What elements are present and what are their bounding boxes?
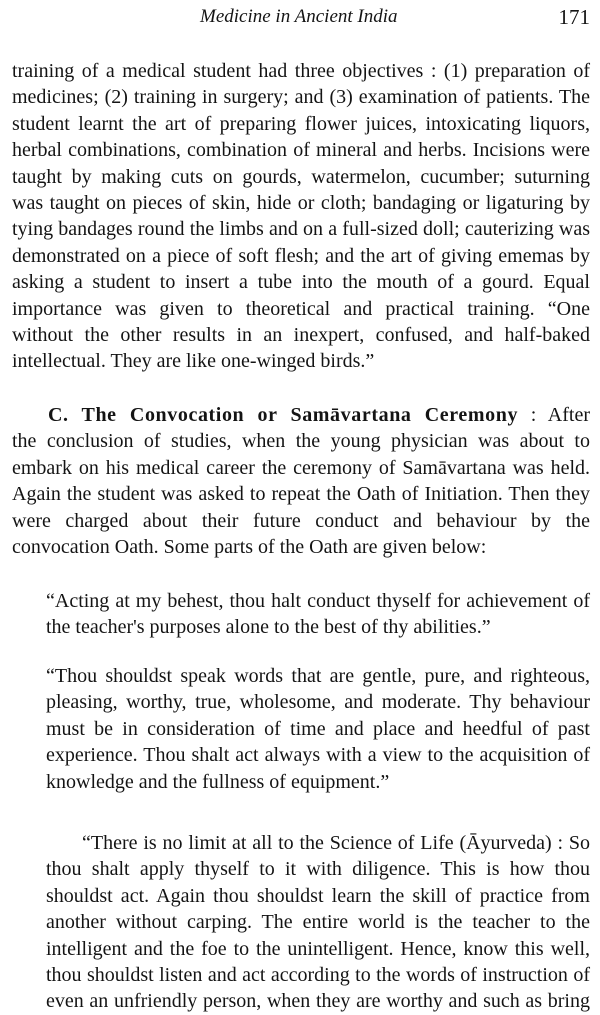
quote-line: “Thou shouldst speak words that are gentle, pure, and righteous, bbox=[46, 665, 590, 687]
text-line: asking a student to insert a tube into the mouth of a gourd. Equal bbox=[12, 271, 590, 294]
quote-line: knowledge and the fullness of equipment.” bbox=[46, 770, 390, 793]
heading-suffix: : After bbox=[518, 404, 590, 426]
quote-line: another without carping. The entire world is the teacher to the bbox=[46, 911, 590, 934]
quote-line: even an unfriendly person, when they are worthy and such as bring bbox=[46, 990, 590, 1013]
oath-quote-3 bbox=[46, 830, 590, 1015]
oath-quote-2 bbox=[46, 663, 590, 795]
text-line: convocation Oath. Some parts of the Oath are given below: bbox=[12, 535, 487, 558]
text-line: demonstrated on a piece of soft flesh; and the art of giving ememas by bbox=[12, 244, 590, 267]
paragraph-training-objectives bbox=[12, 58, 590, 375]
text-line: Again the student was asked to repeat the Oath of Initiation. Then they bbox=[12, 483, 590, 506]
text-line: student learnt the art of preparing flower juices, intoxicating liquors, bbox=[12, 112, 590, 135]
text-line: without the other results in an inexpert, confused, and half-baked bbox=[12, 323, 590, 346]
text-line: importance was given to theoretical and practical training. “One bbox=[12, 297, 590, 320]
quote-line: must be in consideration of time and place and heedful of past bbox=[46, 717, 590, 740]
oath-quote-1 bbox=[46, 588, 590, 641]
text-line: the conclusion of studies, when the young physician was about to bbox=[12, 430, 590, 453]
text-line: were charged about their future conduct and behaviour by the bbox=[12, 509, 590, 532]
quote-line: “Acting at my behest, thou halt conduct thyself for achievement of bbox=[46, 590, 590, 612]
text-line: intellectual. They are like one-winged birds.” bbox=[12, 350, 375, 373]
quote-line: thou shouldst listen and act according to the words of instruction of bbox=[46, 963, 590, 986]
text-line: medicines; (2) training in surgery; and (3) examination of patients. The bbox=[12, 86, 590, 109]
text-line: embark on his medical career the ceremony of Samāvartana was held. bbox=[12, 456, 590, 479]
quote-line: pleasing, worthy, true, wholesome, and moderate. Thy behaviour bbox=[46, 691, 590, 714]
text-line: training of a medical student had three objectives : (1) preparation of bbox=[12, 60, 590, 82]
running-header bbox=[0, 4, 600, 30]
text-line: tying bandages round the limbs and on a full-sized doll; cauterizing was bbox=[12, 218, 590, 241]
quote-line: shouldst act. Again thou shouldst learn the skill of practice from bbox=[46, 884, 590, 907]
section-heading: C. The Convocation or Samāvartana Ceremony bbox=[48, 404, 519, 426]
section-heading-line bbox=[12, 402, 590, 428]
text-line: was taught on pieces of skin, hide or cloth; bandaging or ligaturing by bbox=[12, 191, 590, 214]
page-number: 171 bbox=[558, 5, 590, 29]
quote-line: intelligent and the foe to the unintelligent. Hence, know this well, bbox=[46, 937, 590, 960]
paragraph-convocation bbox=[12, 402, 590, 560]
text-line: taught by making cuts on gourds, watermelon, cucumber; suturning bbox=[12, 165, 590, 188]
quote-line: thou shalt apply thyself to it with diligence. This is how thou bbox=[46, 858, 590, 881]
text-line: herbal combinations, combination of mineral and herbs. Incisions were bbox=[12, 139, 590, 162]
quote-line: “There is no limit at all to the Science of Life (Āyurveda) : So bbox=[82, 832, 590, 854]
running-title: Medicine in Ancient India bbox=[200, 6, 398, 27]
quote-line: the teacher's purposes alone to the best of thy abilities.” bbox=[46, 616, 491, 639]
quote-line: experience. Thou shalt act always with a view to the acquisition of bbox=[46, 744, 590, 767]
